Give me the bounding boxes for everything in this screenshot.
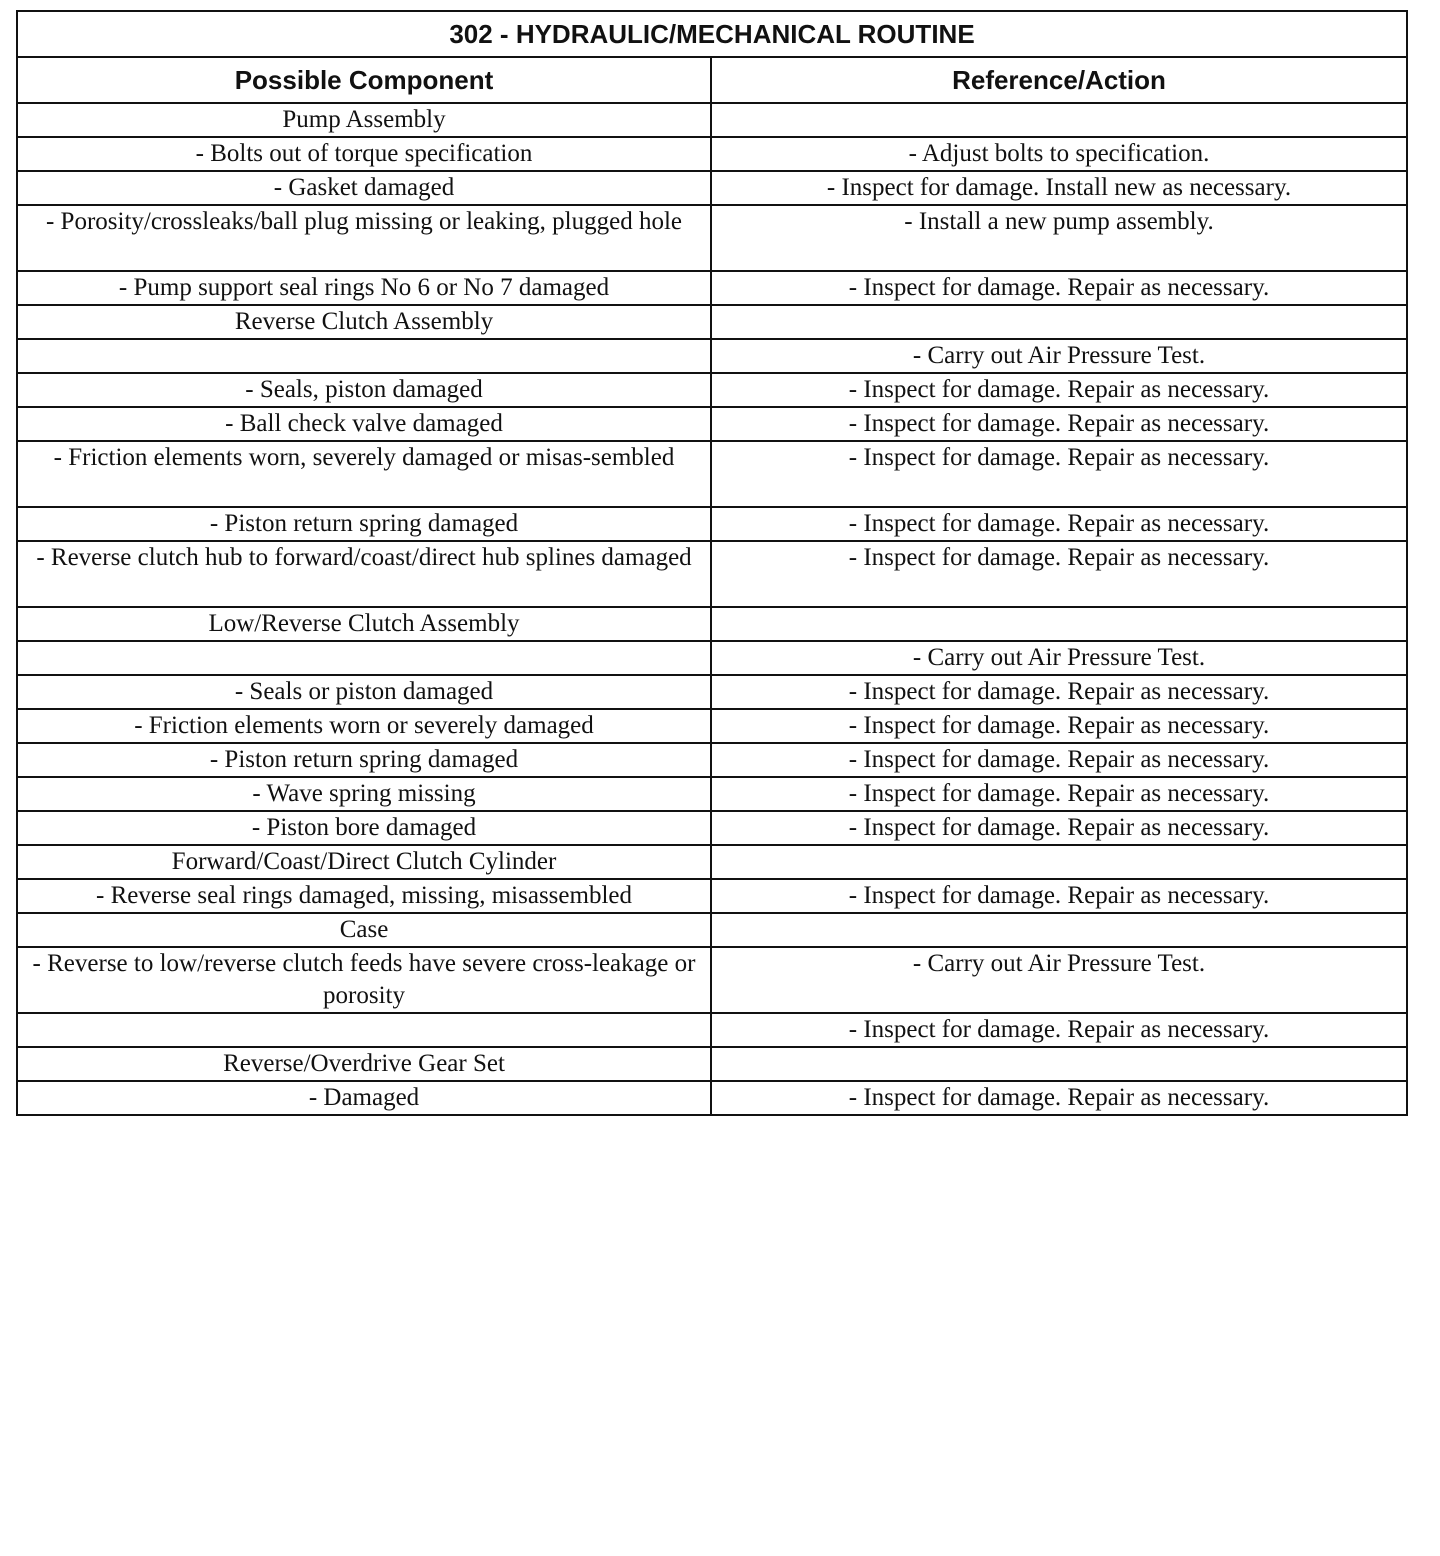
component-cell: - Friction elements worn or severely damaged	[17, 709, 711, 743]
component-cell: Pump Assembly	[17, 103, 711, 137]
table-row	[17, 675, 1407, 709]
table-row	[17, 205, 1407, 271]
table-row	[17, 743, 1407, 777]
component-cell: Reverse/Overdrive Gear Set	[17, 1047, 711, 1081]
component-cell: - Gasket damaged	[17, 171, 711, 205]
action-cell	[711, 913, 1407, 947]
action-cell: - Inspect for damage. Repair as necessary.	[711, 541, 1407, 607]
table-row	[17, 607, 1407, 641]
action-cell: - Adjust bolts to specification.	[711, 137, 1407, 171]
table-row	[17, 137, 1407, 171]
table-row	[17, 1081, 1407, 1115]
action-cell: - Inspect for damage. Repair as necessary.	[711, 507, 1407, 541]
table-row	[17, 913, 1407, 947]
action-cell: - Inspect for damage. Repair as necessary.	[711, 777, 1407, 811]
action-cell: - Inspect for damage. Repair as necessary.	[711, 1013, 1407, 1047]
action-cell: - Inspect for damage. Repair as necessary.	[711, 1081, 1407, 1115]
table-row	[17, 777, 1407, 811]
component-cell: - Reverse to low/reverse clutch feeds have severe cross-leakage or porosity	[17, 947, 711, 1013]
table-row	[17, 339, 1407, 373]
action-cell: - Inspect for damage. Repair as necessary.	[711, 675, 1407, 709]
column-header-row	[17, 57, 1407, 103]
component-cell: Case	[17, 913, 711, 947]
action-cell	[711, 607, 1407, 641]
component-cell: Low/Reverse Clutch Assembly	[17, 607, 711, 641]
table-row	[17, 845, 1407, 879]
action-cell: - Install a new pump assembly.	[711, 205, 1407, 271]
component-cell: - Reverse seal rings damaged, missing, misassembled	[17, 879, 711, 913]
table-title: 302 - HYDRAULIC/MECHANICAL ROUTINE	[17, 11, 1407, 57]
table-row	[17, 811, 1407, 845]
table-row	[17, 271, 1407, 305]
diagnostic-table	[16, 10, 1408, 1116]
table-row	[17, 541, 1407, 607]
table-row	[17, 947, 1407, 1013]
component-cell: Forward/Coast/Direct Clutch Cylinder	[17, 845, 711, 879]
component-cell: - Piston return spring damaged	[17, 507, 711, 541]
action-cell: - Inspect for damage. Repair as necessary.	[711, 407, 1407, 441]
action-cell	[711, 305, 1407, 339]
action-cell: - Inspect for damage. Repair as necessary.	[711, 373, 1407, 407]
table-row	[17, 709, 1407, 743]
action-cell: - Inspect for damage. Repair as necessary.	[711, 441, 1407, 507]
action-cell	[711, 1047, 1407, 1081]
table-row	[17, 641, 1407, 675]
component-cell: - Damaged	[17, 1081, 711, 1115]
component-cell: - Seals, piston damaged	[17, 373, 711, 407]
action-cell: - Carry out Air Pressure Test.	[711, 641, 1407, 675]
table-row	[17, 407, 1407, 441]
component-cell: - Seals or piston damaged	[17, 675, 711, 709]
component-cell: - Pump support seal rings No 6 or No 7 damaged	[17, 271, 711, 305]
component-cell: - Friction elements worn, severely damaged or misas-sembled	[17, 441, 711, 507]
table-body	[17, 103, 1407, 1115]
action-cell	[711, 845, 1407, 879]
component-cell: - Wave spring missing	[17, 777, 711, 811]
table-row	[17, 373, 1407, 407]
component-cell: - Piston return spring damaged	[17, 743, 711, 777]
table-row	[17, 305, 1407, 339]
action-cell: - Inspect for damage. Repair as necessary.	[711, 811, 1407, 845]
table-title-row	[17, 11, 1407, 57]
table-row	[17, 103, 1407, 137]
component-cell	[17, 1013, 711, 1047]
action-cell: - Inspect for damage. Repair as necessary.	[711, 879, 1407, 913]
action-cell: - Carry out Air Pressure Test.	[711, 947, 1407, 1013]
action-cell: - Inspect for damage. Install new as necessary.	[711, 171, 1407, 205]
action-cell: - Inspect for damage. Repair as necessary.	[711, 709, 1407, 743]
action-cell: - Inspect for damage. Repair as necessary.	[711, 743, 1407, 777]
component-cell	[17, 339, 711, 373]
table-row	[17, 1047, 1407, 1081]
table-row	[17, 441, 1407, 507]
table-row	[17, 879, 1407, 913]
component-cell: - Porosity/crossleaks/ball plug missing or leaking, plugged hole	[17, 205, 711, 271]
component-cell: - Reverse clutch hub to forward/coast/direct hub splines damaged	[17, 541, 711, 607]
action-cell	[711, 103, 1407, 137]
column-header-component: Possible Component	[17, 57, 711, 103]
component-cell	[17, 641, 711, 675]
component-cell: Reverse Clutch Assembly	[17, 305, 711, 339]
component-cell: - Piston bore damaged	[17, 811, 711, 845]
component-cell: - Bolts out of torque specification	[17, 137, 711, 171]
document-page	[16, 10, 1406, 1116]
table-row	[17, 507, 1407, 541]
column-header-action: Reference/Action	[711, 57, 1407, 103]
action-cell: - Carry out Air Pressure Test.	[711, 339, 1407, 373]
table-row	[17, 1013, 1407, 1047]
component-cell: - Ball check valve damaged	[17, 407, 711, 441]
table-row	[17, 171, 1407, 205]
action-cell: - Inspect for damage. Repair as necessary.	[711, 271, 1407, 305]
